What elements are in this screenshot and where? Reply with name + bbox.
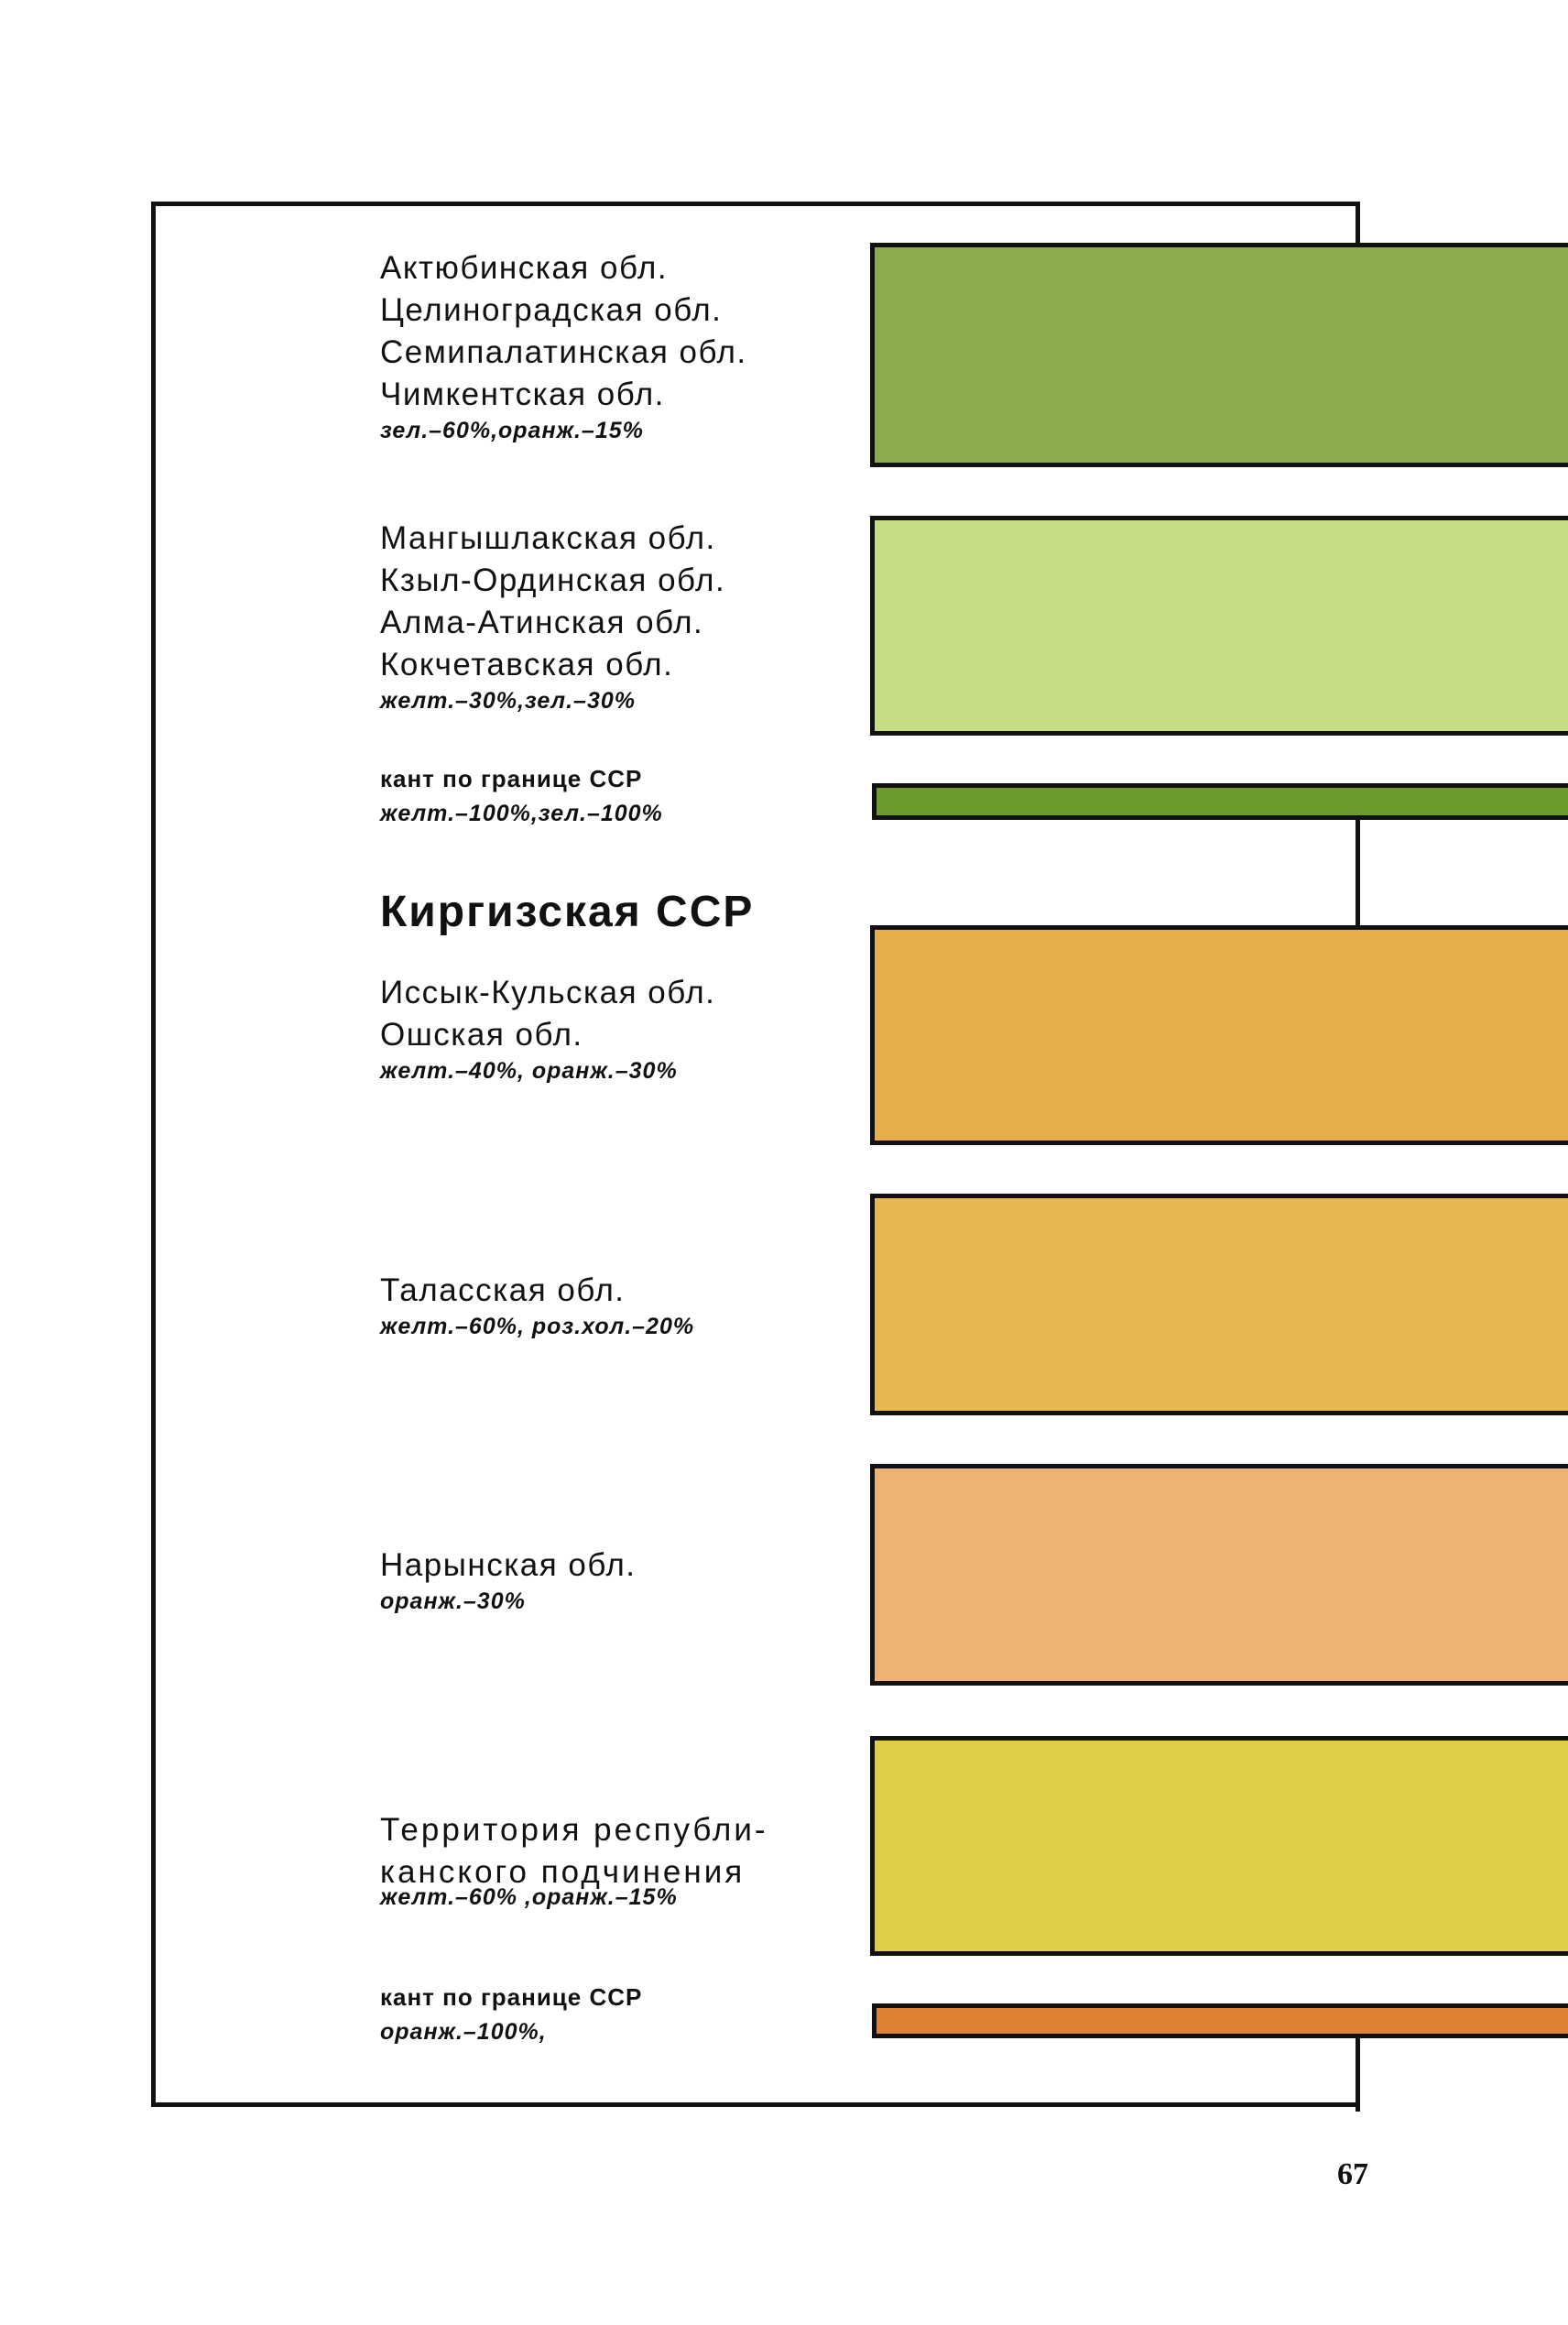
frame-edge-middle <box>1356 820 1360 930</box>
color-percent: оранж.–30% <box>380 1588 526 1614</box>
region-name: Актюбинская обл. <box>380 250 669 286</box>
color-swatch <box>870 516 1568 736</box>
legend-item-border-2 <box>380 1983 642 2046</box>
color-percent: желт.–60% ,оранж.–15% <box>380 1884 678 1910</box>
frame-edge-bottom <box>1356 2038 1360 2112</box>
color-percent: оранж.–100%, <box>380 2019 547 2045</box>
color-swatch <box>870 1464 1568 1686</box>
republic-title: Киргизская ССР <box>380 888 755 936</box>
region-name: Кокчетавская обл. <box>380 647 674 682</box>
color-percent: желт.–60%, роз.хол.–20% <box>380 1314 695 1339</box>
border-label: кант по границе ССР <box>380 1983 643 2011</box>
legend-item-kyrgyz-group-4 <box>380 1809 768 1911</box>
region-name: Целиноградская обл. <box>380 292 723 328</box>
legend-item-kazakh-group-2 <box>380 518 725 715</box>
region-name: Нарынская обл. <box>380 1547 637 1583</box>
region-name: Мангышлакская обл. <box>380 520 716 556</box>
region-name: Чимкентская обл. <box>380 377 665 412</box>
region-name: Семипалатинская обл. <box>380 334 747 370</box>
republic-heading <box>380 887 754 937</box>
border-label: кант по границе ССР <box>380 765 643 792</box>
region-name: Алма-Атинская обл. <box>380 605 704 640</box>
region-name: Ошская обл. <box>380 1017 583 1053</box>
legend-item-kyrgyz-group-1 <box>380 972 715 1085</box>
page-number: 67 <box>1337 2157 1368 2191</box>
color-swatch <box>870 925 1568 1145</box>
color-swatch <box>870 1736 1568 1956</box>
color-percent: желт.–40%, оранж.–30% <box>380 1058 678 1084</box>
region-name: Таласская обл. <box>380 1272 626 1308</box>
color-swatch <box>870 1194 1568 1415</box>
legend-item-kyrgyz-group-3 <box>380 1545 637 1615</box>
color-swatch <box>870 243 1568 467</box>
color-percent: зел.–60%,оранж.–15% <box>380 418 644 443</box>
region-name: Иссык-Кульская обл. <box>380 975 716 1010</box>
region-name: Территория республи- <box>380 1812 768 1848</box>
color-percent: желт.–100%,зел.–100% <box>380 801 663 826</box>
border-stripe <box>872 783 1568 820</box>
region-name: канского подчинения <box>380 1854 746 1890</box>
frame-edge-top <box>1356 202 1360 247</box>
color-percent: желт.–30%,зел.–30% <box>380 688 636 714</box>
legend-item-border-1 <box>380 765 663 827</box>
legend-item-kyrgyz-group-2 <box>380 1270 694 1340</box>
border-stripe <box>872 2003 1568 2038</box>
legend-item-kazakh-group-1 <box>380 247 747 444</box>
region-name: Кзыл-Ординская обл. <box>380 562 726 598</box>
